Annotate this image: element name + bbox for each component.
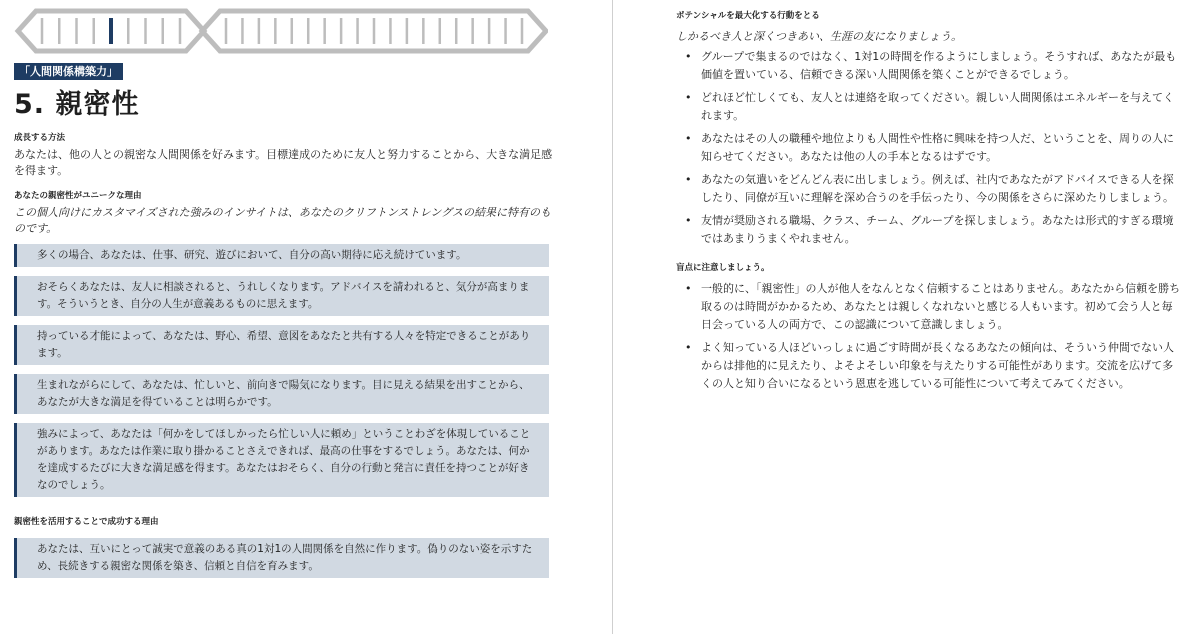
insight-box: 多くの場合、あなたは、仕事、研究、遊びにおいて、自分の高い期待に応え続けています。	[14, 244, 549, 267]
actions-heading: ポテンシャルを最大化する行動をとる	[676, 11, 820, 21]
page-divider	[612, 0, 613, 634]
page-title: 5. 親密性	[14, 89, 140, 120]
actions-list	[676, 48, 1182, 248]
insight-box: 強みによって、あなたは「何かをしてほしかったら忙しい人に頼め」ということわざを体現していることがあります。あなたは作業に取り掛かることさえできれば、最高の仕事をするでしょう。あなたは、何かを達成するたびに大きな満足感を得ます。あなたはおそらく、自分の行動と発言に責任を持つことが好きなのでしょう。	[14, 423, 549, 497]
unique-insights	[14, 244, 554, 497]
list-item: • 友情が奨励される職場、クラス、チーム、グループを探しましょう。あなたは形式的すぎる環境ではあまりうまくやれません。	[676, 212, 1182, 248]
list-item: • どれほど忙しくても、友人とは連絡を取ってください。親しい人間関係はエネルギーを与えてくれます。	[676, 89, 1182, 125]
success-box: あなたは、互いにとって誠実で意義のある真の1対1の人間関係を自然に作ります。偽りのない姿を示すため、長続きする親密な関係を築き、信頼と自信を育みます。	[14, 538, 549, 578]
list-item: • グループで集まるのではなく、1対1の時間を作るようにしましょう。そうすれば、あなたが最も価値を置いている、信頼できる深い人間関係を築くことができるでしょう。	[676, 48, 1182, 84]
left-page	[14, 8, 554, 578]
domain-tag: 「人間関係構築力」	[14, 63, 123, 80]
caution-heading: 盲点に注意しましょう。	[676, 262, 770, 273]
success-heading: 親密性を活用することで成功する理由	[14, 517, 159, 527]
growth-heading: 成長する方法	[14, 133, 66, 143]
theme-sequence-banner	[14, 8, 548, 54]
list-item: • 一般的に、「親密性」の人が他人をなんとなく信頼することはありません。あなたから信頼を勝ち取るのは時間がかかるため、あなたとは親しくなれないと感じる人もいます。初めて会う人と毎日会っている人の両方で、この認識について意識しましょう。	[676, 280, 1182, 334]
list-item: • あなたはその人の職種や地位よりも人間性や性格に興味を持つ人だ、ということを、周りの人に知らせてください。あなたは他の人の手本となるはずです。	[676, 130, 1182, 166]
unique-note: この個人向けにカスタマイズされた強みのインサイトは、あなたのクリフトンストレングスの結果に特有のものです。	[14, 206, 551, 235]
list-item: • あなたの気遣いをどんどん表に出しましょう。例えば、社内であなたがアドバイスできる人を探したり、同僚が互いに理解を深め合うのを手伝ったり、今の関係をさらに深めたりしましょう。	[676, 171, 1182, 207]
insight-box: おそらくあなたは、友人に相談されると、うれしくなります。アドバイスを請われると、気分が高まります。そういうとき、自分の人生が意義あるものに思えます。	[14, 276, 549, 316]
actions-note: しかるべき人と深くつきあい、生涯の友になりましょう。	[676, 30, 962, 43]
growth-text: あなたは、他の人との親密な人間関係を好みます。目標達成のために友人と努力することから、大きな満足感を得ます。	[14, 148, 553, 177]
insight-box: 持っている才能によって、あなたは、野心、希望、意図をあなたと共有する人々を特定できることがあります。	[14, 325, 549, 365]
unique-heading: あなたの親密性がユニークな理由	[14, 191, 142, 201]
right-page	[676, 10, 1182, 393]
caution-list	[676, 280, 1182, 393]
list-item: • よく知っている人ほどいっしょに過ごす時間が長くなるあなたの傾向は、そういう仲間でない人からは排他的に見えたり、よそよそしい印象を与えたりする可能性があります。交流を広げて多くの人と知り合いになるという恩恵を逃している可能性について考えてみてください。	[676, 339, 1182, 393]
insight-box: 生まれながらにして、あなたは、忙しいと、前向きで陽気になります。目に見える結果を出すことから、あなたが大きな満足を得ていることは明らかです。	[14, 374, 549, 414]
